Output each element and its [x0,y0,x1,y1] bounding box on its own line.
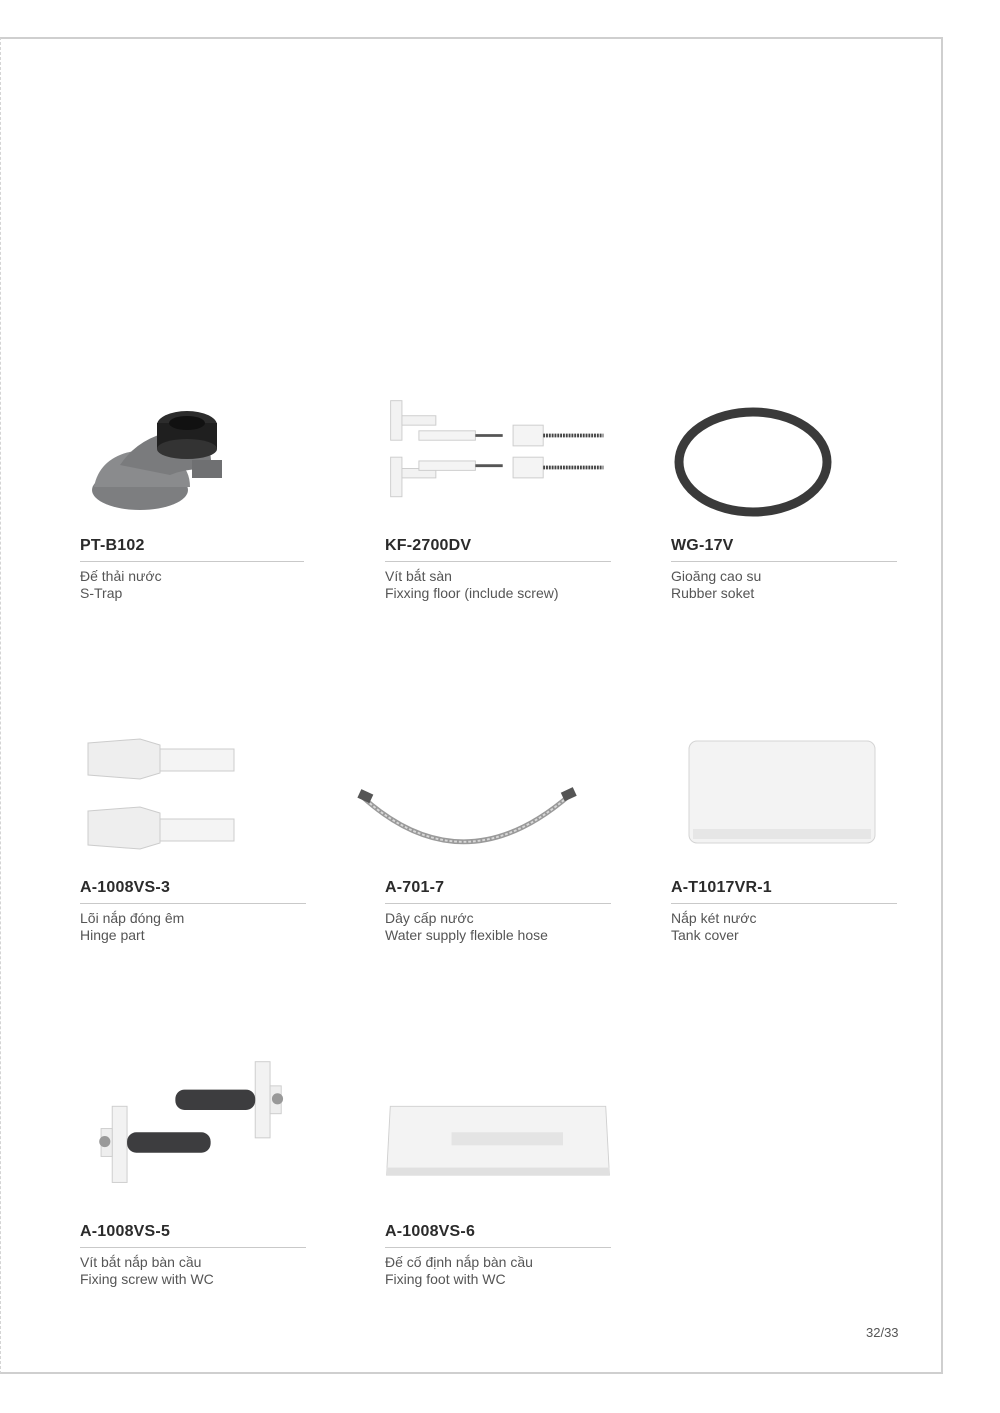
tank-cover-image [671,733,897,863]
flexible-hose-image [355,733,581,863]
product-name-vi: Vít bắt sàn [385,568,452,584]
product-name-en: Fixing screw with WC [80,1271,214,1287]
product-name-en: Fixxing floor (include screw) [385,585,559,601]
divider [80,1247,306,1248]
floor-fixing-screw-image [385,395,611,525]
divider [385,561,611,562]
product-code: A-701-7 [385,879,445,896]
divider [385,1247,611,1248]
product-name-vi: Dây cấp nước [385,910,474,926]
product-name-vi: Vít bắt nắp bàn cầu [80,1254,202,1270]
divider [80,561,304,562]
divider [80,903,306,904]
product-code: WG-17V [671,537,734,554]
product-name-vi: Gioăng cao su [671,568,762,584]
fixing-screw-image [80,1058,306,1188]
product-name-vi: Đế cố định nắp bàn cầu [385,1254,533,1270]
product-name-vi: Nắp két nước [671,910,757,926]
divider [385,903,611,904]
divider [671,561,897,562]
product-name-en: S-Trap [80,585,123,601]
product-name-en: Rubber soket [671,585,755,601]
product-code: A-1008VS-3 [80,879,171,896]
product-code: A-1008VS-6 [385,1223,476,1240]
s-trap-image [80,395,306,525]
product-code: A-T1017VR-1 [671,879,772,896]
product-name-en: Hinge part [80,927,145,943]
divider [671,903,897,904]
product-name-vi: Lõi nắp đóng êm [80,910,185,926]
product-name-en: Fixing foot with WC [385,1271,506,1287]
product-name-vi: Đế thải nước [80,568,162,584]
product-code: A-1008VS-5 [80,1223,171,1240]
product-code: PT-B102 [80,537,145,554]
product-name-en: Tank cover [671,927,739,943]
fixing-foot-image [385,1058,611,1188]
product-code: KF-2700DV [385,537,472,554]
page-number: 32/33 [866,1325,899,1340]
product-name-en: Water supply flexible hose [385,927,548,943]
hinge-part-image [80,733,306,863]
rubber-gasket-image [671,395,897,525]
